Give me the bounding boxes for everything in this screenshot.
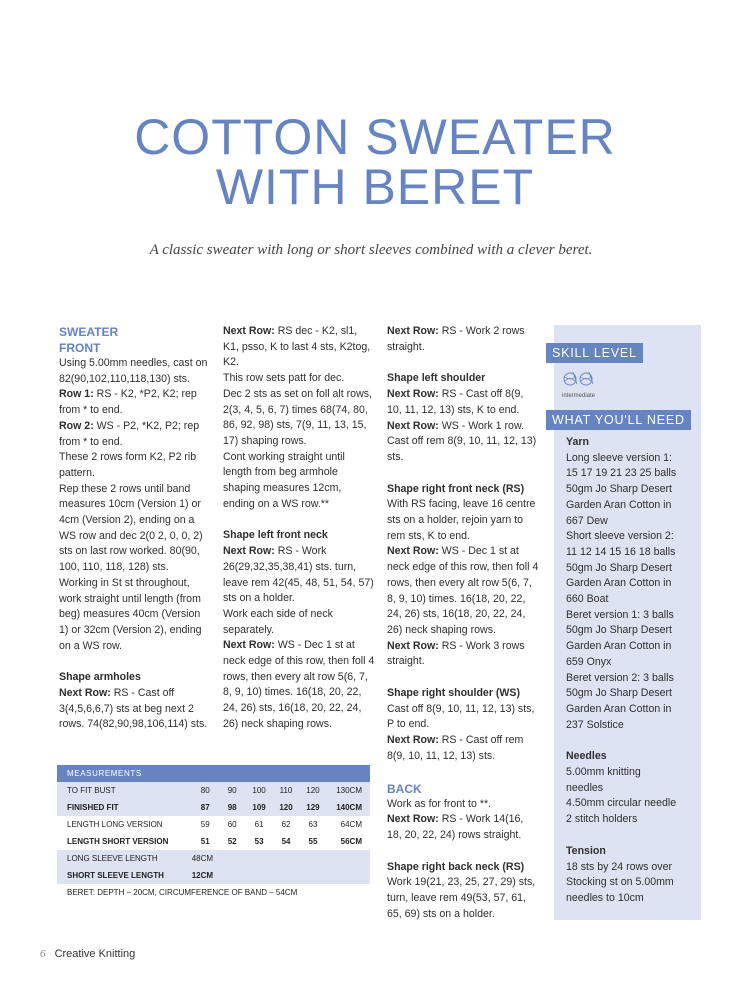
page-footer — [40, 948, 135, 960]
material-line: Garden Aran Cotton in — [566, 577, 672, 590]
skill-level-label: intermediate — [562, 393, 596, 399]
paragraph: Rep these 2 rows until band measures 10cm (Version 1) or 4cm (Version 2), ending on a WS row and dec 2(0 2, 0, 0, 2) sts on last row worked. 80(90, 100, 110, 118, 128) sts. — [59, 482, 203, 574]
material-line: needles — [566, 781, 604, 794]
measurement-value: 59 — [192, 816, 219, 833]
row-text: RS - Work 26(29,32,35,38,41) sts. turn, leave rem 42(45, 48, 51, 54, 57) sts on a holder. — [223, 545, 374, 605]
column-2 — [223, 324, 375, 733]
subtitle: A classic sweater with long or short sleeves combined with a clever beret. — [149, 242, 593, 258]
material-line: Stocking st on 5.00mm — [566, 876, 674, 889]
row-text: RS - Work 3 rows straight. — [387, 639, 525, 668]
skill-level-heading: SKILL LEVEL — [546, 343, 643, 363]
measurement-value: 52 — [219, 833, 246, 850]
measurement-value: 64CM — [326, 816, 370, 833]
measurements-header-row — [57, 765, 370, 782]
row-text: WS - Work 1 row. Cast off rem 8(9, 10, 11, 12, 13) sts. — [387, 419, 537, 463]
measurement-label: FINISHED FIT — [57, 799, 192, 816]
paragraph: Cast off 8(9, 10, 11, 12, 13) sts, P to end. — [387, 702, 535, 731]
material-line: 2 stitch holders — [566, 813, 638, 826]
tension-heading: Tension — [566, 844, 606, 857]
measurement-label: LENGTH SHORT VERSION — [57, 833, 192, 850]
material-line: 659 Onyx — [566, 655, 612, 668]
material-line: 11 12 14 15 16 18 balls — [566, 545, 676, 558]
measurement-value: 51 — [192, 833, 219, 850]
paragraph: Using 5.00mm needles, cast on 82(90,102,110,118,130) sts. — [59, 357, 208, 385]
measurements-row — [57, 850, 370, 867]
measurement-value: 100 — [246, 782, 273, 799]
paragraph: This row sets patt for dec. — [223, 372, 345, 385]
material-line: Garden Aran Cotton in — [566, 498, 672, 511]
beret-measurement-row — [57, 884, 370, 901]
measurement-label: LONG SLEEVE LENGTH — [57, 850, 192, 867]
column-1 — [59, 324, 211, 733]
paragraph: Work as for front to **. — [387, 797, 492, 810]
measurement-value: 120 — [273, 799, 300, 816]
row-text: RS - Cast off rem 8(9, 10, 11, 12, 13) sts. — [387, 734, 524, 762]
material-line: 5.00mm knitting — [566, 766, 641, 779]
measurements-row — [57, 782, 370, 799]
row-label: Next Row: — [387, 639, 439, 652]
row-instruction — [387, 419, 539, 466]
measurement-value: 60 — [219, 816, 246, 833]
paragraph: Working in St st throughout, work straight until length (from beg) measures 40cm (Version 1) or 32cm (Version 2), ending on a WS row. — [59, 576, 202, 652]
subheading-shape-left-front-neck: Shape left front neck — [223, 529, 328, 542]
row-instruction — [223, 324, 375, 371]
section-heading-back: BACK — [387, 781, 422, 796]
paragraph: Work each side of neck separately. — [223, 607, 333, 636]
skill-level-indicator — [562, 370, 622, 399]
needles-details — [566, 765, 694, 828]
measurement-value: 80 — [192, 782, 219, 799]
row-label: Next Row: — [387, 419, 439, 432]
row-instruction — [59, 419, 211, 450]
measurement-label: TO FIT BUST — [57, 782, 192, 799]
measurements-header: MEASUREMENTS — [57, 765, 370, 782]
paragraph: Dec 2 sts as set on foll alt rows, — [223, 387, 372, 400]
row-instruction — [223, 638, 375, 732]
row-text: RS dec - K2, sl1, K1, psso, K to last 4 sts, K2tog, K2. — [223, 325, 371, 369]
row-text: RS - Cast off 3(4,5,6,6,7) sts at beg next 2 rows. 74(82,90,98,106,114) sts. — [59, 687, 208, 731]
material-line: 660 Boat — [566, 593, 609, 606]
material-line: Beret version 2: 3 balls — [566, 671, 674, 684]
row-text: RS - Work 2 rows straight. — [387, 325, 525, 353]
measurement-value: 55 — [299, 833, 326, 850]
material-line: Garden Aran Cotton in — [566, 702, 672, 715]
measurement-value: 129 — [299, 799, 326, 816]
measurement-value: 110 — [273, 782, 300, 799]
row-label: Row 2: — [59, 419, 94, 432]
row-label: Next Row: — [59, 687, 111, 700]
measurement-value: 62 — [273, 816, 300, 833]
material-line: Garden Aran Cotton in — [566, 640, 672, 653]
paragraph: 2(3, 4, 5, 6, 7) times 68(74, 80, 86, 92, 98) sts, 7(9, 11, 13, 15, 17) shaping rows. — [223, 403, 368, 447]
measurements-row — [57, 833, 370, 850]
row-label: Next Row: — [387, 734, 439, 747]
measurement-value: 56CM — [326, 833, 370, 850]
row-instruction — [387, 544, 539, 638]
measurement-label: SHORT SLEEVE LENGTH — [57, 867, 192, 884]
material-line: Beret version 1: 3 balls — [566, 608, 674, 621]
measurements-table — [57, 765, 370, 901]
row-label: Next Row: — [223, 325, 275, 337]
row-text: WS - Dec 1 st at neck edge of this row, then foll 4 rows, then every alt row 5(6, 7, 8, 9, 10) times. 16(18, 20, 22, 24, 26) sts, 16(18, 20, 22, 24, 26) neck shaping rows. — [387, 545, 539, 636]
needles-heading: Needles — [566, 750, 607, 763]
material-line: 667 Dew — [566, 514, 608, 527]
measurement-value: 48CM — [192, 850, 370, 867]
measurements-row — [57, 816, 370, 833]
material-line: 4.50mm circular needle — [566, 797, 677, 810]
material-line: 15 17 19 21 23 25 balls — [566, 467, 677, 480]
paragraph: Cont working straight until length from beg armhole shaping measures 12cm, ending on a WS row.** — [223, 450, 345, 510]
measurement-value: 120 — [299, 782, 326, 799]
subheading-shape-right-back-neck: Shape right back neck (RS) — [387, 860, 525, 873]
measurement-value: 54 — [273, 833, 300, 850]
measurement-value: 12CM — [192, 867, 370, 884]
section-heading-sweater: SWEATER — [59, 325, 119, 339]
title-line-2: WITH BERET — [215, 159, 535, 215]
subheading-shape-right-front-neck: Shape right front neck (RS) — [387, 482, 525, 495]
measurements-row — [57, 799, 370, 816]
measurement-value: 98 — [219, 799, 246, 816]
measurement-value: 130CM — [326, 782, 370, 799]
paragraph: Work 19(21, 23, 25, 27, 29) sts, turn, leave rem 49(53, 57, 61, 65, 69) sts on a holder. — [387, 876, 536, 920]
what-youll-need-heading: WHAT YOU'LL NEED — [546, 410, 691, 430]
subheading-shape-left-shoulder: Shape left shoulder — [387, 372, 486, 385]
row-instruction — [59, 387, 211, 418]
measurement-value: 63 — [299, 816, 326, 833]
row-instruction — [387, 324, 539, 355]
row-label: Next Row: — [387, 813, 439, 826]
page-title — [0, 109, 750, 215]
materials-list — [566, 435, 694, 907]
row-label: Next Row: — [387, 325, 439, 337]
material-line: 237 Solstice — [566, 718, 624, 731]
row-label: Next Row: — [223, 545, 275, 558]
material-line: 50gm Jo Sharp Desert — [566, 687, 672, 700]
measurement-label: LENGTH LONG VERSION — [57, 816, 192, 833]
measurement-value: 61 — [246, 816, 273, 833]
measurements-row — [57, 867, 370, 884]
row-instruction — [387, 812, 539, 843]
paragraph: These 2 rows form K2, P2 rib pattern. — [59, 451, 197, 479]
publication-name: Creative Knitting — [54, 948, 136, 960]
column-3 — [387, 324, 539, 923]
row-text: WS - Dec 1 st at neck edge of this row, then foll 4 rows, then every alt row 5(6, 7, 8, 9, 10) times. 16(18, 20, 22, 24, 26) sts, 16(18, 20, 22, 24, 26) neck shaping rows. — [223, 639, 375, 730]
row-label: Next Row: — [387, 388, 439, 401]
row-text: RS - Work 14(16, 18, 20, 22, 24) rows straight. — [387, 813, 524, 841]
tension-details — [566, 860, 694, 907]
yarn-heading: Yarn — [566, 436, 589, 448]
yarn-balls-icon — [562, 370, 596, 386]
measurement-value: 53 — [246, 833, 273, 850]
measurement-value: 90 — [219, 782, 246, 799]
measurement-value: 109 — [246, 799, 273, 816]
subheading-shape-right-shoulder: Shape right shoulder (WS) — [387, 687, 521, 700]
material-line: 18 sts by 24 rows over — [566, 860, 672, 873]
yarn-details — [566, 451, 694, 734]
title-line-1: COTTON SWEATER — [134, 109, 616, 165]
row-label: Next Row: — [387, 545, 439, 558]
row-text: RS - Cast off 8(9, 10, 11, 12, 13) sts, K to end. — [387, 388, 524, 416]
row-label: Row 1: — [59, 388, 94, 401]
row-instruction — [387, 639, 539, 670]
row-instruction — [387, 733, 539, 764]
material-line: 50gm Jo Sharp Desert — [566, 483, 672, 496]
paragraph: With RS facing, leave 16 centre sts on a holder, rejoin yarn to rem sts, K to end. — [387, 498, 536, 542]
section-heading-front: FRONT — [59, 341, 101, 355]
material-line: Short sleeve version 2: — [566, 530, 674, 543]
row-label: Next Row: — [223, 639, 275, 652]
page-number: 6 — [40, 948, 46, 960]
row-instruction — [59, 686, 211, 733]
material-line: 50gm Jo Sharp Desert — [566, 624, 672, 637]
subheading-shape-armholes: Shape armholes — [59, 671, 141, 684]
row-instruction — [387, 387, 539, 418]
beret-measurement: BERET: DEPTH – 20CM, CIRCUMFERENCE OF BAND – 54CM — [57, 884, 370, 901]
row-text: WS - P2, *K2, P2; rep from * to end. — [59, 419, 200, 448]
material-line: Long sleeve version 1: — [566, 451, 673, 464]
row-text: RS - K2, *P2, K2; rep from * to end. — [59, 388, 197, 417]
material-line: 50gm Jo Sharp Desert — [566, 561, 672, 574]
row-instruction — [223, 544, 375, 607]
measurement-value: 140CM — [326, 799, 370, 816]
measurement-value: 87 — [192, 799, 219, 816]
material-line: needles to 10cm — [566, 891, 644, 904]
